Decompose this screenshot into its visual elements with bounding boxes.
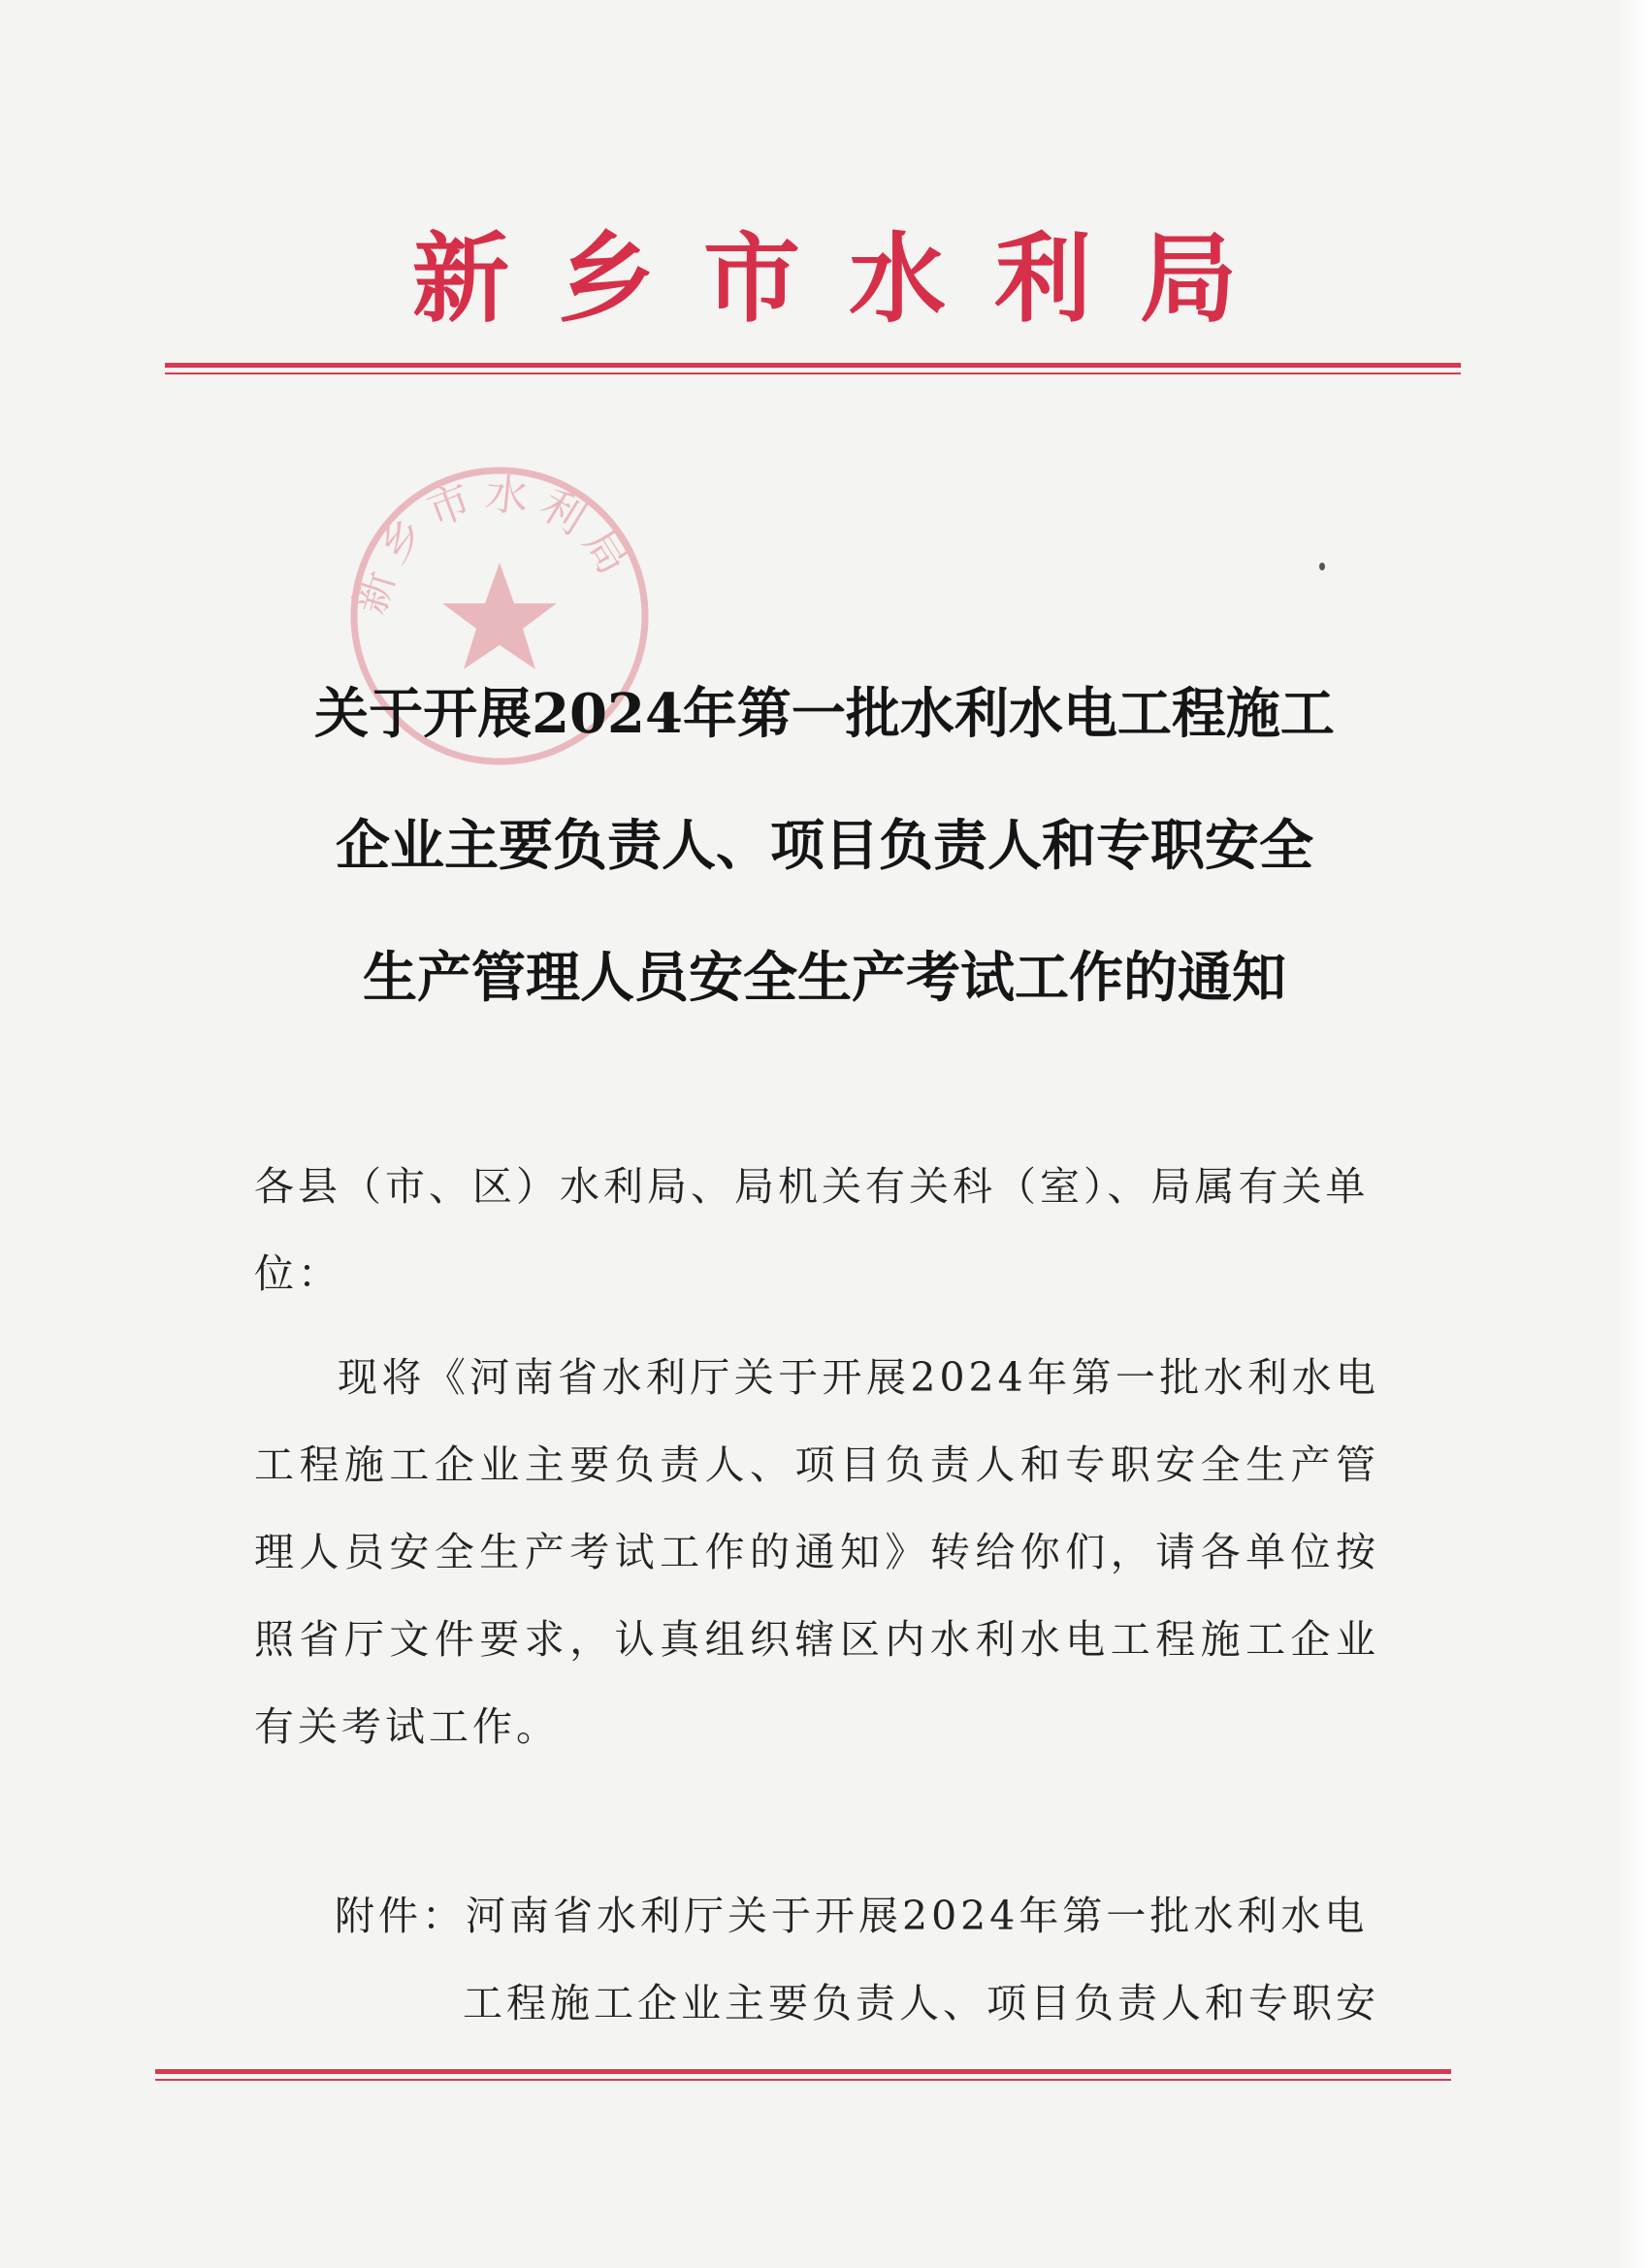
org-letterhead: 新乡市水利局	[412, 222, 1285, 336]
page-edge	[1618, 0, 1649, 2268]
seal-text: 新乡市水利局	[344, 469, 644, 620]
letterhead-rule-thin	[165, 373, 1461, 374]
title-line-3: 生产管理人员安全生产考试工作的通知	[363, 946, 1286, 1010]
title-line-1: 关于开展2024年第一批水利水电工程施工	[314, 682, 1335, 746]
attachment-note	[335, 1872, 1382, 2047]
footer-rule-thin	[155, 2079, 1451, 2081]
attachment-line-1: 河南省水利厅关于开展2024年第一批水利水电	[466, 1893, 1369, 1939]
attachment-line-2: 工程施工企业主要负责人、项目负责人和专职安	[463, 1980, 1379, 2026]
title-line-2: 企业主要负责人、项目负责人和专职安全	[336, 814, 1313, 878]
footer-rule-thick	[155, 2069, 1451, 2074]
addressee: 各县（市、区）水利局、局机关有关科（室）、局属有关单位：	[254, 1163, 1370, 1297]
paper-speck	[1319, 563, 1325, 570]
body-paragraph: 现将《河南省水利厅关于开展2024年第一批水利水电工程施工企业主要负责人、项目负责人和专职安全生产管理人员安全生产考试工作的通知》转给你们，请各单位按照省厅文件要求，认真组织辖区内水利水电工程施工企业有关考试工作。	[254, 1354, 1379, 1750]
letterhead-rule-thick	[165, 363, 1461, 368]
attachment-label: 附件：	[335, 1893, 466, 1939]
document-title	[223, 648, 1426, 1044]
